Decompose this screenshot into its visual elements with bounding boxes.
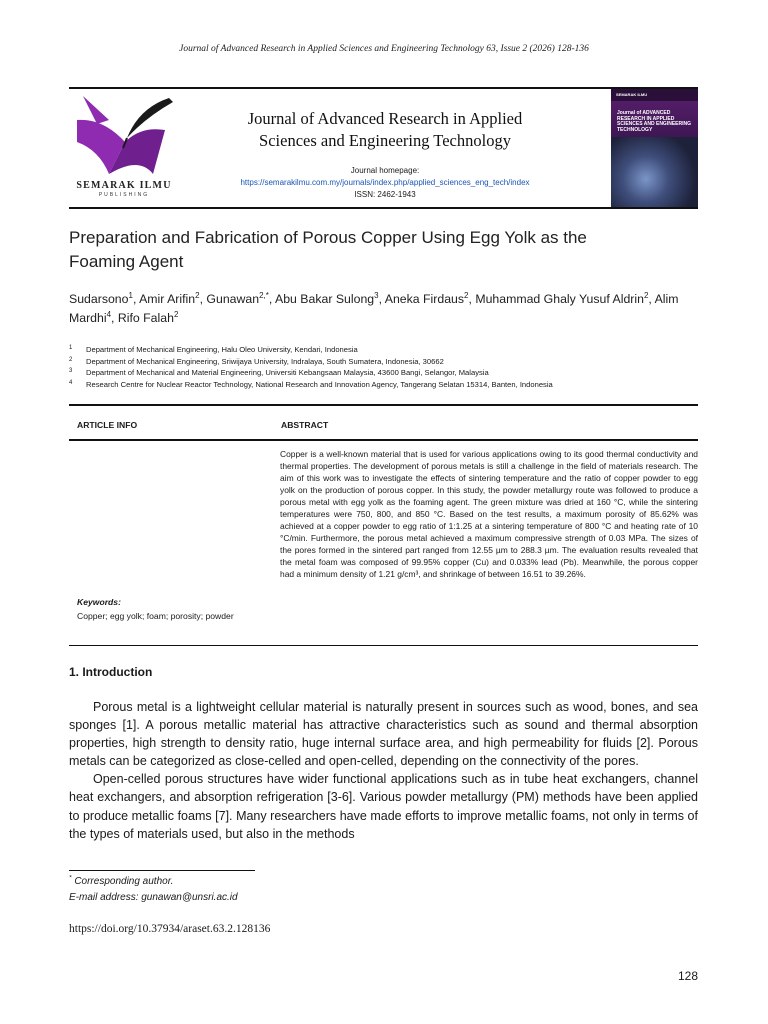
affiliation-item <box>69 367 698 379</box>
intro-paragraph-2: Open-celled porous structures have wider functional applications such as in tube heat exchangers, channel heat exchangers, and absorption refrigeration [3-6]. Various powder metallurgy (PM) methods have been applied to produce metallic foams [7]. Many researchers have made efforts to improve metallic foams, not only in terms of the types of materials used, but also in the methods <box>69 772 698 841</box>
footnote-rule <box>69 870 255 871</box>
author-name: Alim Mardhi <box>69 292 679 325</box>
journal-homepage-label: Journal homepage: <box>350 166 420 175</box>
cover-title: Journal of ADVANCED RESEARCH IN APPLIED SCIENCES AND ENGINEERING TECHNOLOGY <box>617 110 691 133</box>
journal-title-line-2: Sciences and Engineering Technology <box>259 131 511 150</box>
author-name: Aneka Firdaus <box>384 292 465 306</box>
publisher-name: SEMARAK ILMU <box>76 180 172 191</box>
author-affiliation-marker: 4 <box>106 309 112 319</box>
affiliation-item <box>69 356 698 368</box>
keywords-label: Keywords: <box>77 597 121 607</box>
author-name: Muhammad Ghaly Yusuf Aldrin <box>475 292 644 306</box>
paper-title <box>69 226 698 274</box>
paper-title-line-2: Foaming Agent <box>69 252 184 271</box>
affiliation-number: 2 <box>69 356 73 363</box>
journal-cover-image <box>611 89 698 207</box>
author-list: Sudarsono$^1$, Amir Arifin$^2$, Gunawan$^{2,*}$, Abu Bakar Sulong$^3$, Aneka Firdaus$^2$, Muhammad Ghaly Yusuf Aldrin$^2$, Alim Mardhi$^4$, Rifo Falah$^2$ <box>69 290 679 325</box>
intro-paragraph-1: Porous metal is a lightweight cellular material is naturally present in sources such as wood, bones, and sea sponges [1]. A porous metallic material has attractive characteristics such as sound and thermal absorption properties, high strength to density ratio, huge internal surface area, and high permeability for fluids [2]. Porous metals can be categorized as close-celled and open-celled, depending on the connectivity of the pores. <box>69 700 698 769</box>
publisher-subtitle: PUBLISHING <box>98 192 150 198</box>
author-affiliation-marker: 2 <box>643 290 649 300</box>
corresponding-email[interactable]: E-mail address: gunawan@unsri.ac.id <box>69 892 238 903</box>
author-affiliation-marker: 2,* <box>259 290 269 300</box>
affiliation-number: 4 <box>69 379 73 386</box>
author-name: Sudarsono <box>69 292 129 306</box>
affiliation-text: Department of Mechanical Engineering, Halu Oleo University, Kendari, Indonesia <box>86 345 358 354</box>
doi-link[interactable]: https://doi.org/10.37934/araset.63.2.128136 <box>69 923 271 935</box>
info-box-bottom-rule <box>69 645 698 646</box>
author-affiliation-marker: 2 <box>173 309 179 319</box>
journal-issn: ISSN: 2462-1943 <box>354 190 416 199</box>
affiliation-item <box>69 379 698 391</box>
footnote-marker: * <box>69 874 72 882</box>
abstract-label: ABSTRACT <box>281 420 329 430</box>
introduction-body <box>69 698 698 843</box>
author-affiliation-marker: 2 <box>464 290 469 300</box>
journal-homepage-link[interactable]: https://semarakilmu.com.my/journals/index.php/applied_sciences_eng_tech/index <box>240 178 530 187</box>
author-name: Amir Arifin <box>139 292 196 306</box>
author-name: Gunawan <box>206 292 260 306</box>
corresponding-author-label: Corresponding author. <box>74 876 174 887</box>
author-name: Rifo Falah <box>117 310 174 325</box>
author-affiliation-marker: 3 <box>374 290 379 300</box>
corresponding-author-note <box>69 876 173 887</box>
publisher-logo-icon <box>69 90 179 180</box>
cover-brand: SEMARAK ILMU <box>616 92 648 97</box>
author-affiliation-marker: 2 <box>195 290 200 300</box>
affiliation-text: Department of Mechanical and Material Engineering, Universiti Kebangsaan Malaysia, 43600 Bangi, Selangor, Malaysia <box>86 368 489 378</box>
author-affiliation-marker: 1 <box>128 290 133 300</box>
affiliation-list <box>69 344 698 390</box>
section-heading-introduction: 1. Introduction <box>69 665 153 679</box>
affiliation-text: Research Centre for Nuclear Reactor Technology, National Research and Innovation Agency, Tangerang Selatan 15314, Banten, Indonesia <box>86 379 553 389</box>
masthead-bottom-rule <box>69 207 698 209</box>
page-number: 128 <box>677 969 698 983</box>
paper-title-line-1: Preparation and Fabrication of Porous Copper Using Egg Yolk as the <box>69 228 587 247</box>
affiliation-number: 1 <box>69 345 73 351</box>
info-box-top-rule <box>69 404 698 406</box>
author-name: Abu Bakar Sulong <box>275 292 375 306</box>
masthead-top-rule <box>69 87 698 89</box>
running-head: Journal of Advanced Research in Applied Sciences and Engineering Technology 63, Issue 2 (2026) 128-136 <box>179 44 589 54</box>
article-info-label: ARTICLE INFO <box>77 420 138 430</box>
info-box-header-rule <box>69 439 698 441</box>
abstract-text: Copper is a well-known material that is used for various applications owing to its good thermal conductivity and thermal properties. The development of porous metals is still a challenge in the field of materials research. The aim of this work was to investigate the effects of sintering temperature and the ratio of copper powder to egg yolk on the production of porous copper. In this study, the powder metallurgy route was followed to produce a porous metal with egg yolk as the foaming agent. The green mixture was dried at 160 °C, while the sintering temperatures were 750, 800, and 850 °C. Based on the test results, a maximum porosity of 85.62% was achieved at a copper powder to egg ratio of 1:1.25 at a sintering temperature of 800 °C and heating rate of 10 °C/min. Furthermore, the porous metal achieved a maximum compressive strength of 0.03 MPa. The sizes of the pores formed in the sintered part ranged from 12.55 µm to 288.3 µm. The evaluation results revealed that the metal foam was composed of 99.95% copper (Cu) and 0.033% lead (Pb). Meanwhile, the porous copper had a minimum density of 1.21 g/cm³, and shrinkage of between 16.51 to 39.26%. <box>280 449 698 580</box>
journal-title-line-1: Journal of Advanced Research in Applied <box>247 109 523 128</box>
cover-photo <box>611 137 698 207</box>
affiliation-text: Department of Mechanical Engineering, Sriwijaya University, Indralaya, South Sumatera, Indonesia, 30662 <box>86 356 444 366</box>
journal-title <box>200 108 570 152</box>
keywords-text: Copper; egg yolk; foam; porosity; powder <box>77 611 234 621</box>
affiliation-item <box>69 344 698 356</box>
affiliation-number: 3 <box>69 368 73 375</box>
